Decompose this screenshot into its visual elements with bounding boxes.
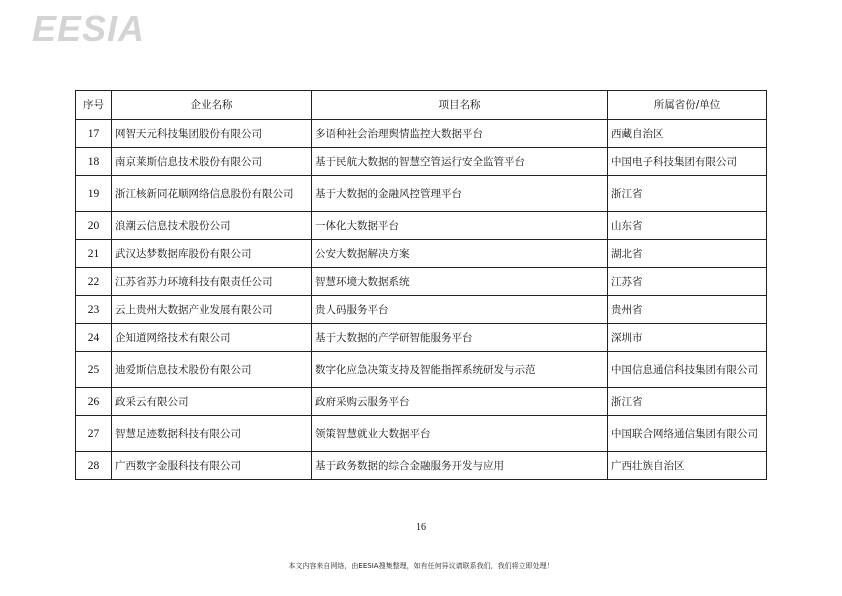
province-unit: 中国电子科技集团有限公司 [608, 148, 767, 176]
company-name: 政采云有限公司 [112, 388, 312, 416]
table-row [76, 268, 767, 296]
table-row [76, 176, 767, 212]
enterprise-project-table [75, 90, 767, 480]
company-name: 迪爱斯信息技术股份有限公司 [112, 352, 312, 388]
company-name: 智慧足迹数据科技有限公司 [112, 416, 312, 452]
province-unit: 浙江省 [608, 388, 767, 416]
project-name: 公安大数据解决方案 [312, 240, 608, 268]
table-header-row [76, 91, 767, 120]
row-index: 20 [76, 212, 112, 240]
project-name: 贵人码服务平台 [312, 296, 608, 324]
project-name: 基于大数据的产学研智能服务平台 [312, 324, 608, 352]
company-name: 网智天元科技集团股份有限公司 [112, 120, 312, 148]
project-name: 政府采购云服务平台 [312, 388, 608, 416]
province-unit: 江苏省 [608, 268, 767, 296]
eesia-logo: EESIA [32, 8, 146, 49]
province-unit: 深圳市 [608, 324, 767, 352]
row-index: 26 [76, 388, 112, 416]
province-unit: 中国信息通信科技集团有限公司 [608, 352, 767, 388]
company-name: 企知道网络技术有限公司 [112, 324, 312, 352]
province-unit: 浙江省 [608, 176, 767, 212]
row-index: 21 [76, 240, 112, 268]
row-index: 24 [76, 324, 112, 352]
table-row [76, 212, 767, 240]
project-name: 领策智慧就业大数据平台 [312, 416, 608, 452]
province-unit: 贵州省 [608, 296, 767, 324]
table-row [76, 452, 767, 480]
company-name: 云上贵州大数据产业发展有限公司 [112, 296, 312, 324]
project-name: 一体化大数据平台 [312, 212, 608, 240]
row-index: 23 [76, 296, 112, 324]
table-row [76, 296, 767, 324]
province-unit: 中国联合网络通信集团有限公司 [608, 416, 767, 452]
table-row [76, 120, 767, 148]
table-row [76, 352, 767, 388]
company-name: 武汉达梦数据库股份有限公司 [112, 240, 312, 268]
row-index: 22 [76, 268, 112, 296]
row-index: 27 [76, 416, 112, 452]
project-name: 智慧环境大数据系统 [312, 268, 608, 296]
company-name: 广西数字金服科技有限公司 [112, 452, 312, 480]
province-unit: 广西壮族自治区 [608, 452, 767, 480]
header-company-name: 企业名称 [112, 91, 312, 120]
province-unit: 西藏自治区 [608, 120, 767, 148]
project-name: 基于大数据的金融风控管理平台 [312, 176, 608, 212]
header-province-unit: 所属省份/单位 [608, 91, 767, 120]
province-unit: 山东省 [608, 212, 767, 240]
company-name: 江苏省苏力环境科技有限责任公司 [112, 268, 312, 296]
company-name: 浪潮云信息技术股份公司 [112, 212, 312, 240]
table-row [76, 324, 767, 352]
row-index: 19 [76, 176, 112, 212]
header-index: 序号 [76, 91, 112, 120]
row-index: 28 [76, 452, 112, 480]
table-row [76, 240, 767, 268]
project-name: 多语种社会治理舆情监控大数据平台 [312, 120, 608, 148]
company-name: 浙江核新同花顺网络信息股份有限公司 [112, 176, 312, 212]
header-project-name: 项目名称 [312, 91, 608, 120]
company-name: 南京莱斯信息技术股份有限公司 [112, 148, 312, 176]
project-name: 基于政务数据的综合金融服务开发与应用 [312, 452, 608, 480]
footer-disclaimer: 本文内容来自网络，由EESIA搜集整理，如有任何异议请联系我们，我们将立即处理！ [288, 562, 554, 570]
table-row [76, 388, 767, 416]
page-number: 16 [416, 522, 426, 533]
project-name: 基于民航大数据的智慧空管运行安全监管平台 [312, 148, 608, 176]
table-row [76, 416, 767, 452]
province-unit: 湖北省 [608, 240, 767, 268]
row-index: 17 [76, 120, 112, 148]
project-name: 数字化应急决策支持及智能指挥系统研发与示范 [312, 352, 608, 388]
row-index: 25 [76, 352, 112, 388]
row-index: 18 [76, 148, 112, 176]
table-row [76, 148, 767, 176]
